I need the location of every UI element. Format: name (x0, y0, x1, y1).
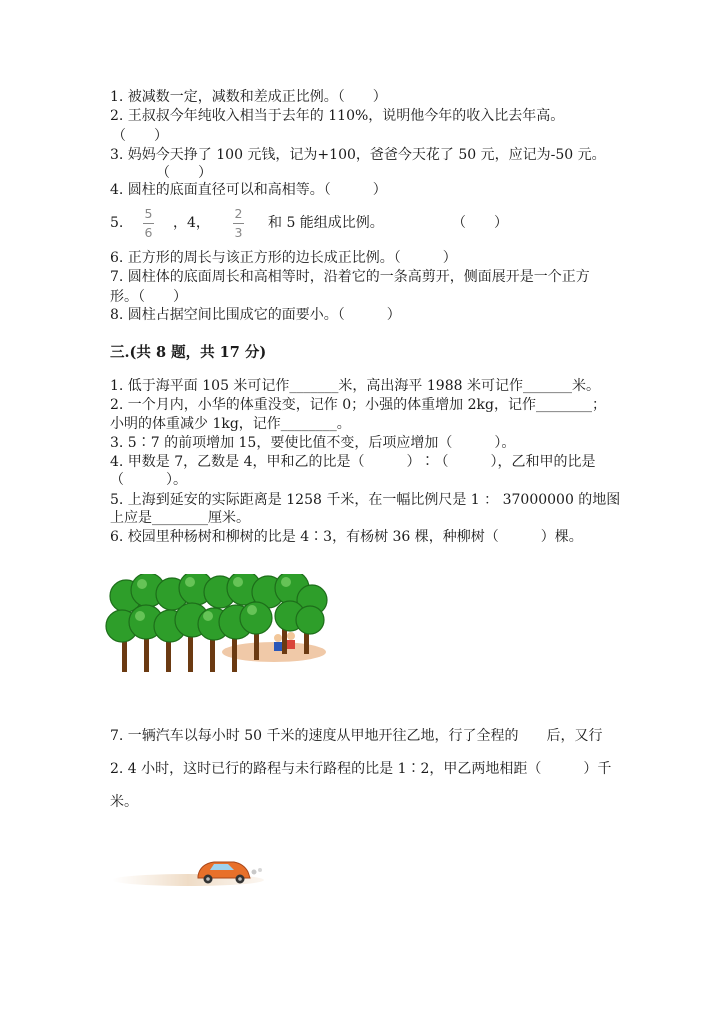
fraction-denominator: 3 (234, 225, 243, 240)
fill-question-2: 2. 一个月内，小华的体重没变，记作 0；小强的体重增加 2kg，记作________； (110, 397, 606, 413)
fill-question-7-end: 米。 (110, 794, 138, 810)
judge-question-6: 6. 正方形的周长与该正方形的边长成正比例。（ ） (110, 250, 457, 266)
fill-question-7: 7. 一辆汽车以每小时 50 千米的速度从甲地开往乙地，行了全程的 后，又行 (110, 728, 603, 744)
judge-question-5-tail: 和 5 能组成比例。 (268, 215, 384, 231)
fill-question-5: 5. 上海到延安的实际距离是 1258 千米，在一幅比例尺是 1 ： 37000000 的地图 (110, 492, 621, 508)
fill-question-4: 4. 甲数是 7，乙数是 4，甲和乙的比是（ ）∶（ ），乙和甲的比是 (110, 454, 596, 470)
judge-question-2-answer[interactable]: （ ） (112, 128, 168, 144)
trees-illustration (104, 574, 330, 692)
judge-question-5-number: 5. (110, 215, 124, 231)
judge-question-7: 7. 圆柱体的底面周长和高相等时，沿着它的一条高剪开，侧面展开是一个正方 (110, 269, 590, 285)
judge-question-5-sep: ，4， (173, 215, 210, 231)
fraction-five-sixths (143, 207, 154, 240)
car-illustration (110, 852, 270, 890)
judge-question-2: 2. 王叔叔今年纯收入相当于去年的 110%，说明他今年的收入比去年高。 (110, 108, 565, 124)
fraction-numerator: 2 (234, 206, 243, 221)
judge-question-3: 3. 妈妈今天挣了 100 元钱，记为+100，爸爸今天花了 50 元，应记为-50 元。 (110, 147, 606, 163)
fill-question-3: 3. 5∶7 的前项增加 15，要使比值不变，后项应增加（ ）。 (110, 435, 516, 451)
judge-question-5-answer[interactable]: （ ） (452, 215, 508, 231)
judge-question-3-answer[interactable]: （ ） (156, 165, 212, 181)
section-title: 三.(共 8 题，共 17 分) (110, 344, 267, 361)
fraction-two-thirds (233, 207, 244, 240)
fill-question-6: 6. 校园里种杨树和柳树的比是 4∶3，有杨树 36 棵，种柳树（ ）棵。 (110, 529, 583, 545)
fill-question-2-cont: 小明的体重减少 1kg，记作________。 (110, 416, 351, 432)
judge-question-1: 1. 被减数一定，减数和差成正比例。（ ） (110, 89, 387, 105)
fill-question-7-cont: 2. 4 小时，这时已行的路程与未行路程的比是 1∶2，甲乙两地相距（ ）千 (110, 761, 612, 777)
fill-question-4-cont: （ ）。 (110, 472, 187, 488)
fraction-denominator: 6 (144, 225, 153, 240)
judge-question-8: 8. 圆柱占据空间比围成它的面要小。（ ） (110, 307, 401, 323)
fraction-bar (143, 223, 154, 224)
fraction-numerator: 5 (144, 206, 153, 221)
fill-question-1: 1. 低于海平面 105 米可记作_______米，高出海平 1988 米可记作_______米。 (110, 378, 600, 394)
judge-question-7-cont: 形。（ ） (110, 289, 187, 305)
fraction-bar (233, 223, 244, 224)
fill-question-5-cont: 上应是________厘米。 (110, 510, 250, 526)
judge-question-4: 4. 圆柱的底面直径可以和高相等。（ ） (110, 182, 387, 198)
